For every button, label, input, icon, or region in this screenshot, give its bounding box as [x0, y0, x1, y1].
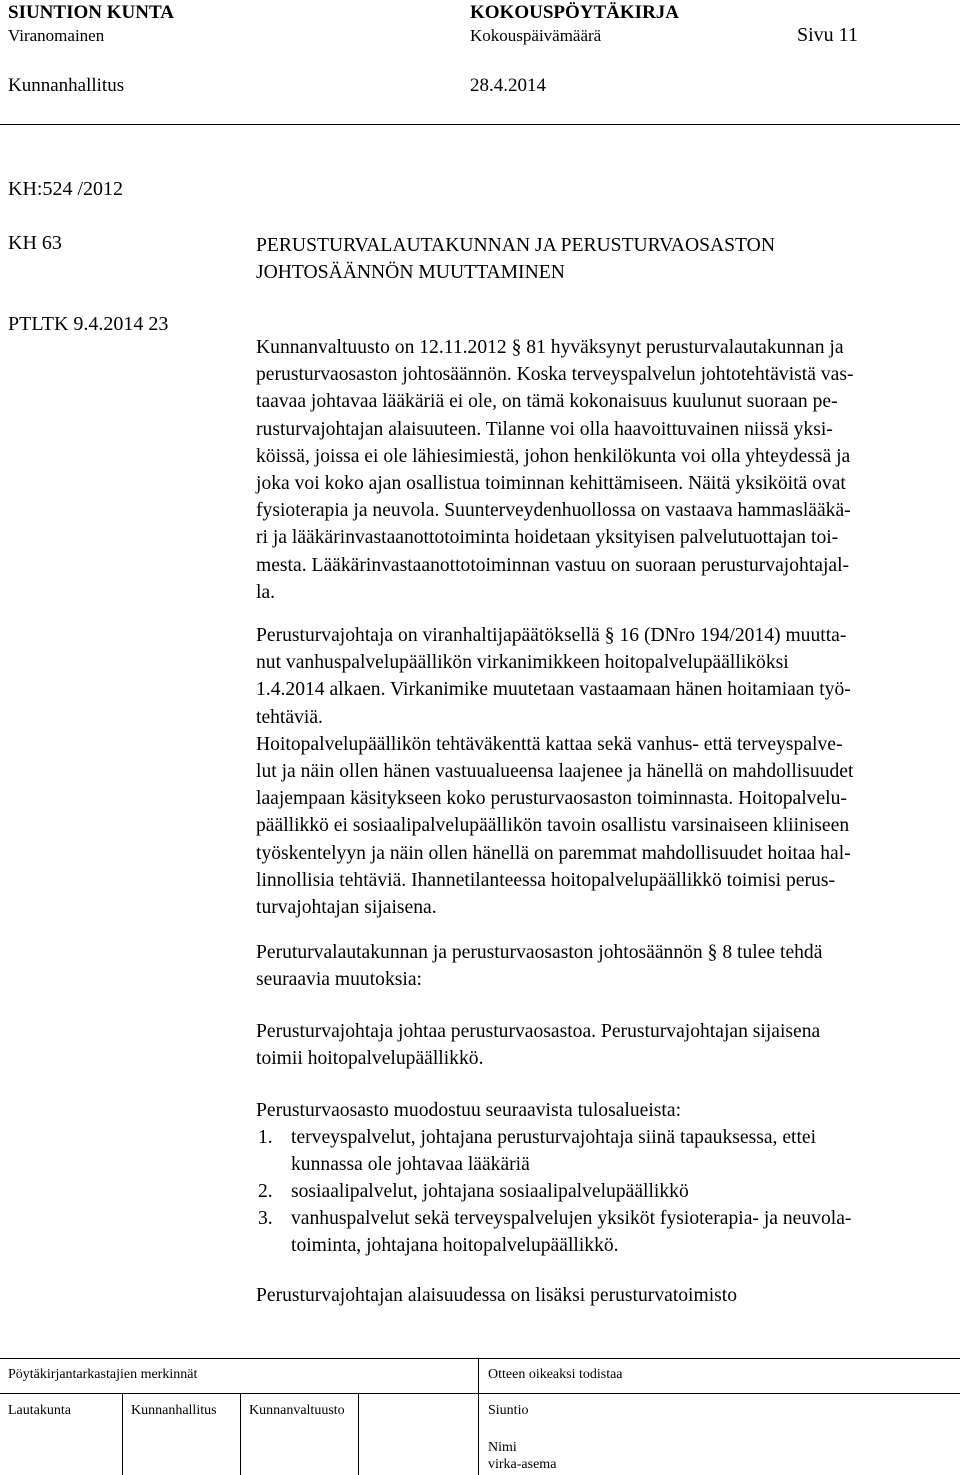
meeting-date-label: Kokouspäivämäärä	[470, 26, 602, 45]
text-line: fysioterapia ja neuvola. Suunterveydenhuollossa on vastaava hammaslääkä-	[256, 500, 851, 522]
list-item-text: toiminta, johtajana hoitopalvelupäällikkö.	[291, 1235, 619, 1256]
footer-certify-title: Otteen oikeaksi todistaa	[488, 1367, 623, 1382]
text-line: linnollisia tehtäviä. Ihannetilanteessa hoitopalvelupäällikkö toimisi perus-	[256, 869, 835, 891]
page-number: Sivu 11	[797, 24, 858, 46]
text-line: perusturvaosaston johtosäännön. Koska terveyspalvelun johtotehtävistä vas-	[256, 364, 854, 386]
text-line: tehtäviä.	[256, 706, 323, 728]
text-line: taavaa johtavaa lääkäriä ei ole, on tämä kokonaisuus kuulunut suoraan pe-	[256, 391, 838, 413]
footer-place: Siuntio	[488, 1403, 529, 1418]
list-number: 3.	[258, 1208, 273, 1229]
text-line: Perusturvajohtaja on viranhaltijapäätöksellä § 16 (DNro 194/2014) muutta-	[256, 625, 847, 646]
kh-item: KH 63	[8, 232, 62, 254]
text-line: seuraavia muutoksia:	[256, 969, 422, 991]
text-line: nut vanhuspalvelupäällikön virkanimikkeen hoitopalvelupäälliköksi	[256, 652, 789, 674]
paragraph-deputy	[256, 1018, 820, 1072]
authority-name: Kunnanhallitus	[8, 75, 125, 96]
list-item-text: terveyspalvelut, johtajana perusturvajohtaja siinä tapauksessa, ettei	[291, 1127, 817, 1148]
list-number: 1.	[258, 1127, 273, 1148]
text-line: ri ja lääkärinvastaanottotoiminta hoidetaan yksityisen palvelutuottajan toi-	[256, 527, 839, 549]
case-number: KH:524 /2012	[8, 178, 123, 200]
text-line: laajempaan käsitykseen koko perusturvaosaston toiminnasta. Hoitopalvelu-	[256, 788, 847, 810]
footer-col-divider	[240, 1393, 241, 1475]
text-line: turvajohtajan sijaisena.	[256, 897, 437, 919]
footer-name-label: Nimi	[488, 1440, 517, 1455]
footer-council-board: Kunnanhallitus	[131, 1403, 217, 1418]
list-item-text: sosiaalipalvelut, johtajana sosiaalipalvelupäällikkö	[291, 1181, 689, 1202]
text-line: lut ja näin ollen hänen vastuualueensa laajenee ja hänellä on mahdollisuudet	[256, 761, 854, 783]
footer-board: Lautakunta	[8, 1403, 71, 1418]
text-line: köissä, joissa ei ole lähiesimiestä, johon henkilökunta voi olla yhteydessä ja	[256, 445, 851, 467]
text-line: toimii hoitopalvelupäällikkö.	[256, 1048, 484, 1070]
footer-top-rule	[0, 1358, 960, 1359]
footer-reviewers-title: Pöytäkirjantarkastajien merkinnät	[8, 1367, 198, 1382]
document-type: KOKOUSPÖYTÄKIRJA	[470, 2, 680, 23]
list-item-text: vanhuspalvelut sekä terveyspalvelujen yksiköt fysioterapia- ja neuvola-	[291, 1208, 852, 1229]
section-title	[256, 232, 775, 286]
paragraph-changes-intro	[256, 939, 822, 993]
paragraph-background	[256, 334, 853, 606]
text-line: rusturvajohtajan alaisuuteen. Tilanne voi olla haavoittuvainen niissä yksi-	[256, 418, 833, 440]
footer-col-divider	[358, 1393, 359, 1475]
header-divider	[0, 124, 960, 125]
text-line: Kunnanvaltuusto on 12.11.2012 § 81 hyväksynyt perusturvalautakunnan ja	[256, 337, 844, 358]
authority-label: Viranomainen	[8, 26, 105, 45]
text-line: Hoitopalvelupäällikön tehtäväkenttä kattaa sekä vanhus- että terveyspalve-	[256, 733, 843, 755]
ptltk-reference: PTLTK 9.4.2014 23	[8, 313, 169, 335]
text-line: päällikkö ei sosiaalipalvelupäällikön tavoin osallistu varsinaiseen kliiniseen	[256, 815, 850, 837]
footer-center-divider	[478, 1358, 479, 1475]
list-item-text: kunnassa ole johtavaa lääkäriä	[291, 1154, 530, 1175]
text-line: mesta. Lääkärinvastaanottotoiminnan vastuu on suoraan perusturvajohtajal-	[256, 554, 850, 576]
footer-council: Kunnanvaltuusto	[249, 1403, 345, 1418]
text-line: Peruturvalautakunnan ja perusturvaosaston johtosäännön § 8 tulee tehdä	[256, 942, 823, 963]
municipality-name: SIUNTION KUNTA	[8, 2, 174, 23]
title-line: PERUSTURVALAUTAKUNNAN JA PERUSTURVAOSASTON	[256, 235, 775, 256]
footer-col-divider	[122, 1393, 123, 1475]
text-line: joka voi koko ajan osallistua toiminnan kehittämiseen. Näitä yksiköitä ovat	[256, 473, 846, 495]
text-line: työskentelyyn ja näin ollen hänellä on paremmat mahdollisuudet hoitaa hal-	[256, 842, 851, 864]
meeting-date: 28.4.2014	[470, 75, 546, 96]
list-number: 2.	[258, 1181, 273, 1202]
paragraph-units-intro: Perusturvaosasto muodostuu seuraavista tulosalueista:	[256, 1100, 682, 1121]
text-line: 1.4.2014 alkaen. Virkanimike muutetaan vastaamaan hänen hoitamiaan työ-	[256, 679, 851, 701]
title-line: JOHTOSÄÄNNÖN MUUTTAMINEN	[256, 262, 565, 283]
paragraph-office: Perusturvajohtajan alaisuudessa on lisäksi perusturvatoimisto	[256, 1285, 738, 1306]
text-line: Perusturvajohtaja johtaa perusturvaosastoa. Perusturvajohtajan sijaisena	[256, 1021, 821, 1042]
footer-title-label: virka-asema	[488, 1457, 557, 1472]
units-list	[0, 1124, 960, 1264]
text-line: la.	[256, 581, 276, 603]
paragraph-title-change	[256, 622, 853, 921]
footer-mid-rule	[0, 1393, 960, 1394]
